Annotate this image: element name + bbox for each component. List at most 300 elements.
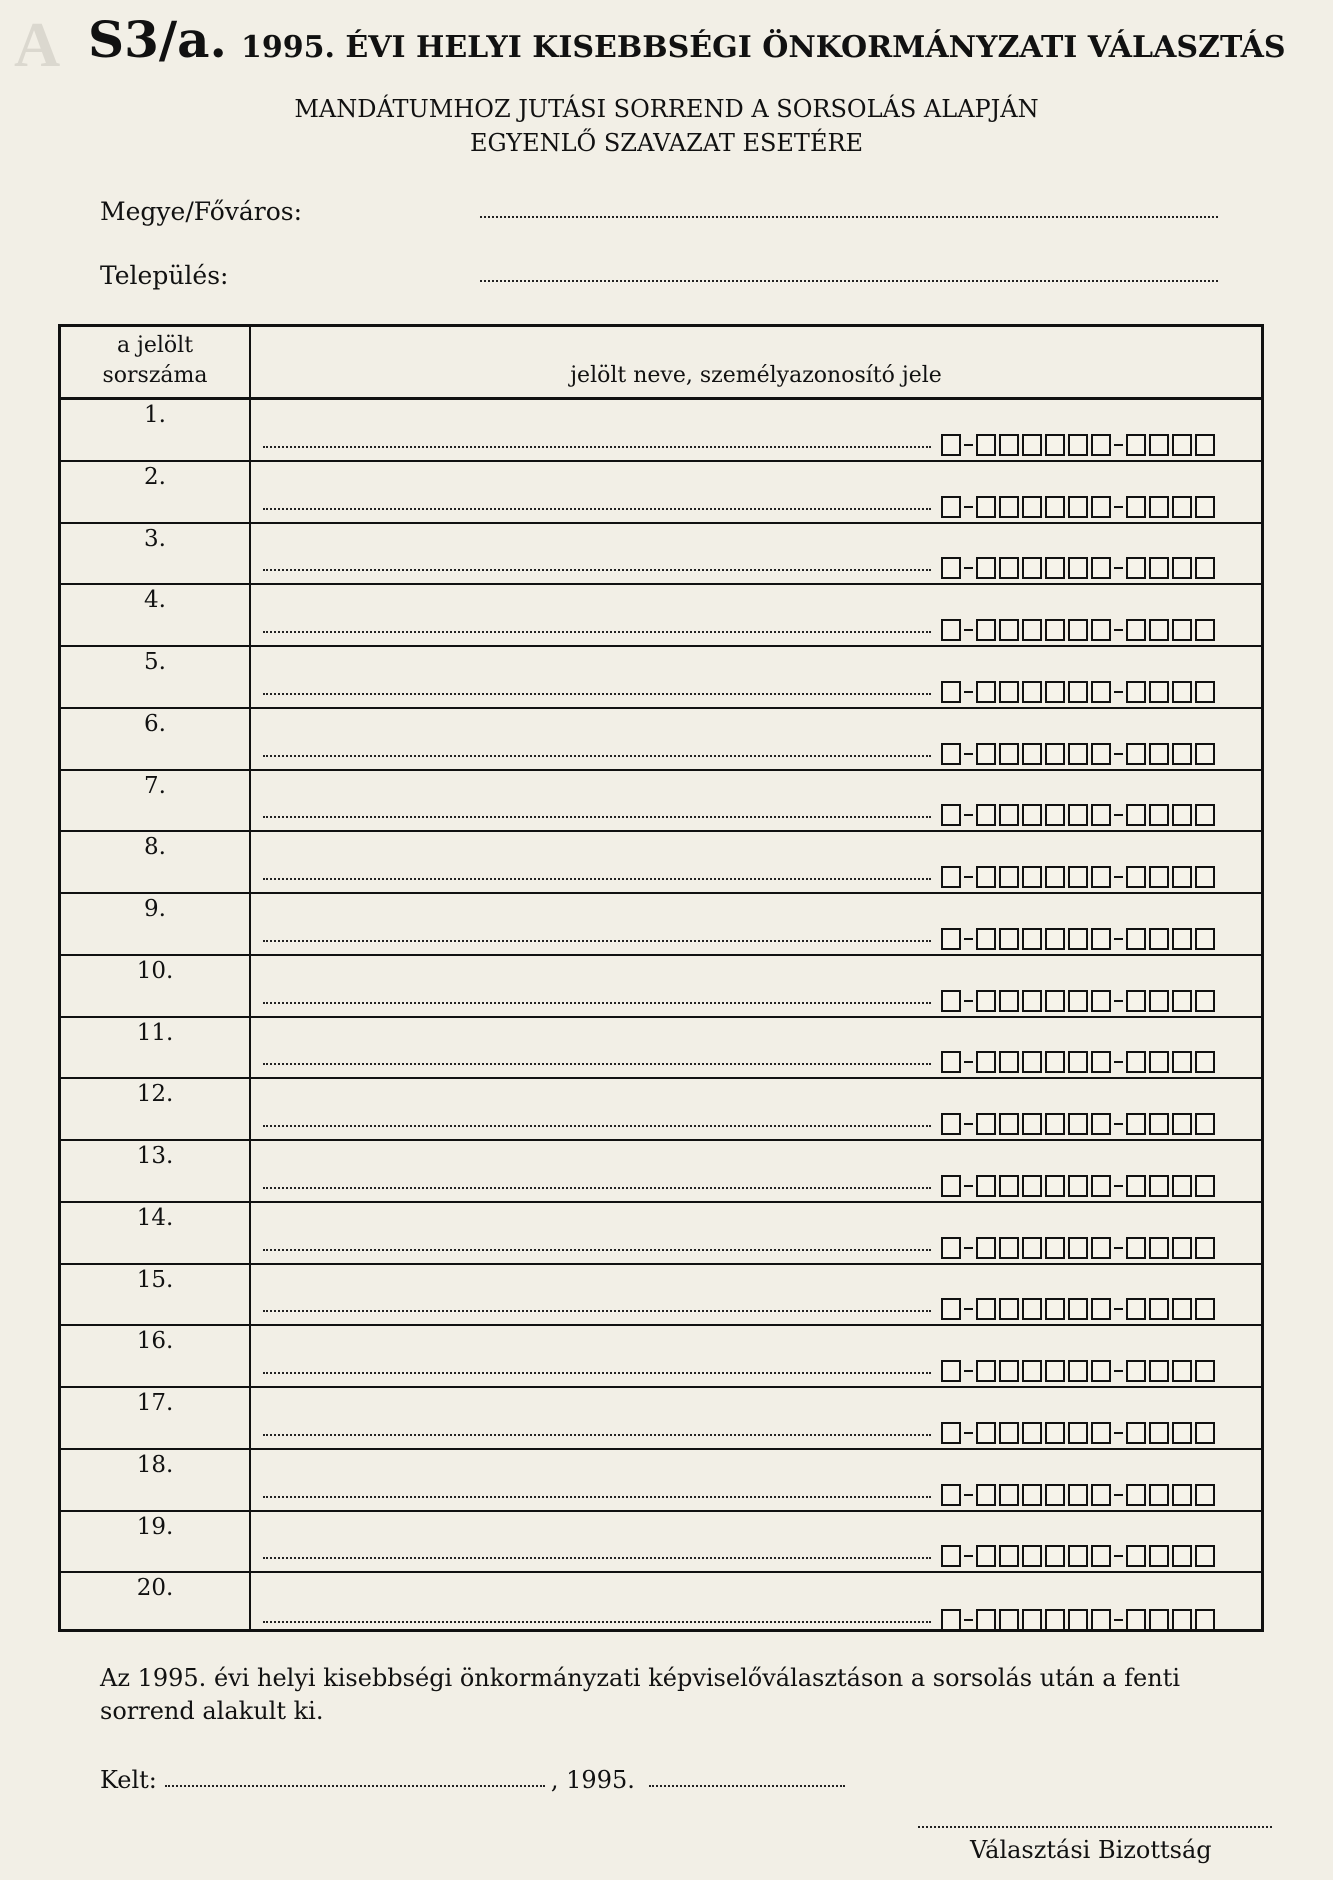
id-digit-box[interactable]	[1045, 1051, 1065, 1073]
id-digit-box[interactable]	[1068, 928, 1088, 950]
id-digit-box[interactable]	[1045, 1484, 1065, 1506]
id-digit-box[interactable]	[941, 928, 961, 950]
id-digit-box[interactable]	[1149, 496, 1169, 518]
id-digit-box[interactable]	[1149, 743, 1169, 765]
show-through-mark: A	[14, 9, 61, 80]
id-digit-box[interactable]	[1045, 804, 1065, 826]
id-digit-box[interactable]	[1126, 1360, 1146, 1382]
id-digit-box[interactable]	[1149, 434, 1169, 456]
id-digit-box[interactable]	[941, 1298, 961, 1320]
id-digit-box[interactable]	[1149, 804, 1169, 826]
id-digit-box[interactable]	[1149, 619, 1169, 641]
id-digit-box[interactable]	[941, 804, 961, 826]
id-digit-box[interactable]	[1068, 496, 1088, 518]
personal-id-boxes[interactable]	[941, 804, 1218, 826]
candidate-number: 7.	[144, 772, 166, 799]
id-digit-box[interactable]	[1126, 681, 1146, 703]
id-digit-box[interactable]	[976, 1113, 996, 1135]
id-digit-box[interactable]	[1195, 1237, 1215, 1259]
id-digit-box[interactable]	[941, 990, 961, 1012]
id-digit-box[interactable]	[1126, 496, 1146, 518]
id-digit-box[interactable]	[1149, 1360, 1169, 1382]
date-label: Kelt:	[100, 1766, 157, 1794]
id-digit-box[interactable]	[1022, 557, 1042, 579]
county-label: Megye/Főváros:	[100, 197, 303, 226]
id-digit-box[interactable]	[941, 681, 961, 703]
candidate-name-dotted-line[interactable]	[263, 1372, 931, 1374]
personal-id-boxes[interactable]	[941, 1175, 1218, 1197]
id-digit-box[interactable]	[1045, 496, 1065, 518]
id-digit-box[interactable]	[999, 1237, 1019, 1259]
personal-id-boxes[interactable]	[941, 1609, 1218, 1631]
candidate-name-dotted-line[interactable]	[263, 569, 931, 571]
id-digit-box[interactable]	[976, 1298, 996, 1320]
form-title: 1995. ÉVI HELYI KISEBBSÉGI ÖNKORMÁNYZATI VÁLASZTÁS	[240, 30, 1286, 65]
id-digit-box[interactable]	[1022, 1298, 1042, 1320]
id-digit-box[interactable]	[1022, 1237, 1042, 1259]
id-digit-box[interactable]	[1126, 1484, 1146, 1506]
id-digit-box[interactable]	[1149, 1051, 1169, 1073]
personal-id-boxes[interactable]	[941, 1298, 1218, 1320]
personal-id-boxes[interactable]	[941, 557, 1218, 579]
id-digit-box[interactable]	[999, 928, 1019, 950]
id-digit-box[interactable]	[1022, 1545, 1042, 1567]
id-digit-box[interactable]	[1149, 1175, 1169, 1197]
id-digit-box[interactable]	[1149, 1113, 1169, 1135]
candidate-number: 15.	[136, 1266, 174, 1293]
id-digit-box[interactable]	[1091, 681, 1111, 703]
id-digit-box[interactable]	[1172, 804, 1192, 826]
id-digit-box[interactable]	[999, 1609, 1019, 1631]
id-digit-box[interactable]	[1149, 1609, 1169, 1631]
id-digit-box[interactable]	[1022, 619, 1042, 641]
id-digit-box[interactable]	[1126, 1237, 1146, 1259]
id-digit-box[interactable]	[1126, 434, 1146, 456]
id-digit-box[interactable]	[1045, 1175, 1065, 1197]
id-digit-box[interactable]	[1068, 1484, 1088, 1506]
id-separator-dash	[1114, 814, 1123, 816]
id-digit-box[interactable]	[1149, 557, 1169, 579]
id-digit-box[interactable]	[1195, 496, 1215, 518]
id-digit-box[interactable]	[976, 743, 996, 765]
id-digit-box[interactable]	[1126, 928, 1146, 950]
id-digit-box[interactable]	[941, 1360, 961, 1382]
id-digit-box[interactable]	[1068, 1175, 1088, 1197]
candidate-name-dotted-line[interactable]	[263, 1621, 931, 1623]
id-digit-box[interactable]	[1022, 866, 1042, 888]
candidate-name-dotted-line[interactable]	[263, 878, 931, 880]
id-digit-box[interactable]	[941, 496, 961, 518]
id-digit-box[interactable]	[1068, 1422, 1088, 1444]
id-digit-box[interactable]	[1091, 1422, 1111, 1444]
personal-id-boxes[interactable]	[941, 866, 1218, 888]
candidate-name-dotted-line[interactable]	[263, 816, 931, 818]
id-digit-box[interactable]	[941, 434, 961, 456]
id-digit-box[interactable]	[1195, 990, 1215, 1012]
id-digit-box[interactable]	[1068, 1298, 1088, 1320]
id-digit-box[interactable]	[1068, 619, 1088, 641]
id-digit-box[interactable]	[1149, 1484, 1169, 1506]
id-digit-box[interactable]	[1172, 743, 1192, 765]
id-digit-box[interactable]	[941, 619, 961, 641]
id-separator-dash	[964, 1370, 973, 1372]
id-digit-box[interactable]	[976, 990, 996, 1012]
id-digit-box[interactable]	[1149, 1298, 1169, 1320]
id-digit-box[interactable]	[1045, 743, 1065, 765]
id-digit-box[interactable]	[1045, 1113, 1065, 1135]
id-digit-box[interactable]	[1126, 1175, 1146, 1197]
id-digit-box[interactable]	[976, 1360, 996, 1382]
county-field[interactable]	[100, 190, 1230, 226]
table-row	[61, 1141, 1261, 1203]
id-digit-box[interactable]	[976, 1175, 996, 1197]
id-digit-box[interactable]	[1149, 928, 1169, 950]
id-digit-box[interactable]	[1195, 619, 1215, 641]
id-digit-box[interactable]	[1022, 496, 1042, 518]
id-digit-box[interactable]	[1091, 557, 1111, 579]
id-digit-box[interactable]	[1091, 1237, 1111, 1259]
table-row	[61, 1018, 1261, 1080]
id-digit-box[interactable]	[1022, 928, 1042, 950]
id-digit-box[interactable]	[1195, 1113, 1215, 1135]
id-digit-box[interactable]	[976, 434, 996, 456]
id-digit-box[interactable]	[1091, 1545, 1111, 1567]
id-digit-box[interactable]	[1091, 1175, 1111, 1197]
id-digit-box[interactable]	[999, 1484, 1019, 1506]
candidate-name-dotted-line[interactable]	[263, 755, 931, 757]
id-digit-box[interactable]	[1022, 434, 1042, 456]
personal-id-boxes[interactable]	[941, 619, 1218, 641]
id-digit-box[interactable]	[1045, 1545, 1065, 1567]
date-day-dotted-line[interactable]	[649, 1785, 845, 1787]
candidate-name-dotted-line[interactable]	[263, 693, 931, 695]
id-digit-box[interactable]	[1195, 928, 1215, 950]
id-digit-box[interactable]	[1172, 1175, 1192, 1197]
id-digit-box[interactable]	[976, 1484, 996, 1506]
id-digit-box[interactable]	[1068, 681, 1088, 703]
id-digit-box[interactable]	[1172, 434, 1192, 456]
table-row	[61, 894, 1261, 956]
committee-label: Választási Bizottság	[970, 1836, 1212, 1864]
id-separator-dash	[1114, 753, 1123, 755]
id-digit-box[interactable]	[941, 1175, 961, 1197]
id-digit-box[interactable]	[1195, 681, 1215, 703]
id-digit-box[interactable]	[1126, 1545, 1146, 1567]
personal-id-boxes[interactable]	[941, 1484, 1218, 1506]
id-digit-box[interactable]	[1045, 1422, 1065, 1444]
id-digit-box[interactable]	[1068, 1545, 1088, 1567]
id-digit-box[interactable]	[1172, 928, 1192, 950]
id-separator-dash	[964, 444, 973, 446]
id-digit-box[interactable]	[1126, 1298, 1146, 1320]
id-digit-box[interactable]	[1149, 681, 1169, 703]
id-digit-box[interactable]	[941, 557, 961, 579]
id-digit-box[interactable]	[1068, 1051, 1088, 1073]
id-digit-box[interactable]	[1172, 1609, 1192, 1631]
id-digit-box[interactable]	[1091, 1484, 1111, 1506]
personal-id-boxes[interactable]	[941, 1113, 1218, 1135]
id-digit-box[interactable]	[1091, 743, 1111, 765]
id-digit-box[interactable]	[976, 557, 996, 579]
id-digit-box[interactable]	[1091, 619, 1111, 641]
id-digit-box[interactable]	[976, 804, 996, 826]
settlement-dotted-line[interactable]	[480, 278, 1218, 282]
id-digit-box[interactable]	[1126, 557, 1146, 579]
id-digit-box[interactable]	[1091, 1360, 1111, 1382]
id-separator-dash	[1114, 691, 1123, 693]
id-digit-box[interactable]	[976, 681, 996, 703]
candidate-name-dotted-line[interactable]	[263, 1249, 931, 1251]
id-digit-box[interactable]	[1045, 1298, 1065, 1320]
id-digit-box[interactable]	[999, 1545, 1019, 1567]
id-digit-box[interactable]	[1172, 1298, 1192, 1320]
settlement-field[interactable]	[100, 254, 1230, 290]
candidate-name-dotted-line[interactable]	[263, 631, 931, 633]
id-digit-box[interactable]	[1195, 1545, 1215, 1567]
id-digit-box[interactable]	[999, 1422, 1019, 1444]
id-digit-box[interactable]	[999, 1298, 1019, 1320]
id-digit-box[interactable]	[1172, 619, 1192, 641]
id-digit-box[interactable]	[1091, 990, 1111, 1012]
id-digit-box[interactable]	[999, 619, 1019, 641]
id-digit-box[interactable]	[1068, 866, 1088, 888]
id-digit-box[interactable]	[1045, 1360, 1065, 1382]
id-digit-box[interactable]	[1091, 804, 1111, 826]
id-digit-box[interactable]	[1195, 804, 1215, 826]
id-separator-dash	[964, 1000, 973, 1002]
id-digit-box[interactable]	[1068, 1113, 1088, 1135]
id-digit-box[interactable]	[1022, 1360, 1042, 1382]
id-digit-box[interactable]	[1022, 804, 1042, 826]
id-digit-box[interactable]	[1068, 434, 1088, 456]
id-digit-box[interactable]	[941, 1237, 961, 1259]
id-digit-box[interactable]	[941, 1422, 961, 1444]
id-digit-box[interactable]	[1091, 866, 1111, 888]
id-digit-box[interactable]	[1172, 866, 1192, 888]
id-digit-box[interactable]	[1172, 1113, 1192, 1135]
table-row	[61, 524, 1261, 586]
candidate-name-dotted-line[interactable]	[263, 1125, 931, 1127]
personal-id-boxes[interactable]	[941, 1545, 1218, 1567]
id-digit-box[interactable]	[976, 619, 996, 641]
id-digit-box[interactable]	[1045, 681, 1065, 703]
id-digit-box[interactable]	[1091, 928, 1111, 950]
personal-id-boxes[interactable]	[941, 681, 1218, 703]
personal-id-boxes[interactable]	[941, 1422, 1218, 1444]
id-digit-box[interactable]	[941, 866, 961, 888]
id-digit-box[interactable]	[1045, 619, 1065, 641]
id-digit-box[interactable]	[1195, 866, 1215, 888]
personal-id-boxes[interactable]	[941, 434, 1218, 456]
date-place-dotted-line[interactable]	[165, 1785, 545, 1787]
id-digit-box[interactable]	[941, 1609, 961, 1631]
id-digit-box[interactable]	[999, 1175, 1019, 1197]
id-digit-box[interactable]	[1068, 557, 1088, 579]
table-row	[61, 400, 1261, 462]
id-digit-box[interactable]	[1091, 1113, 1111, 1135]
personal-id-boxes[interactable]	[941, 990, 1218, 1012]
id-digit-box[interactable]	[941, 1113, 961, 1135]
candidate-number: 10.	[136, 957, 174, 984]
id-digit-box[interactable]	[999, 496, 1019, 518]
id-digit-box[interactable]	[976, 866, 996, 888]
id-digit-box[interactable]	[999, 1051, 1019, 1073]
id-digit-box[interactable]	[1126, 866, 1146, 888]
id-digit-box[interactable]	[1195, 743, 1215, 765]
id-digit-box[interactable]	[1022, 1609, 1042, 1631]
id-digit-box[interactable]	[1195, 1298, 1215, 1320]
id-digit-box[interactable]	[999, 743, 1019, 765]
id-digit-box[interactable]	[976, 1422, 996, 1444]
id-separator-dash	[964, 567, 973, 569]
id-digit-box[interactable]	[941, 1051, 961, 1073]
table-header	[61, 327, 1261, 400]
id-digit-box[interactable]	[1195, 1360, 1215, 1382]
id-digit-box[interactable]	[1091, 1051, 1111, 1073]
candidate-table	[58, 324, 1264, 1632]
table-row	[61, 647, 1261, 709]
id-digit-box[interactable]	[976, 1051, 996, 1073]
id-digit-box[interactable]	[999, 557, 1019, 579]
id-digit-box[interactable]	[1045, 990, 1065, 1012]
id-digit-box[interactable]	[1172, 990, 1192, 1012]
id-digit-box[interactable]	[999, 990, 1019, 1012]
id-digit-box[interactable]	[1195, 557, 1215, 579]
id-digit-box[interactable]	[976, 1545, 996, 1567]
candidate-name-dotted-line[interactable]	[263, 1496, 931, 1498]
id-digit-box[interactable]	[1195, 434, 1215, 456]
candidate-name-dotted-line[interactable]	[263, 940, 931, 942]
candidate-name-dotted-line[interactable]	[263, 1557, 931, 1559]
id-digit-box[interactable]	[1195, 1609, 1215, 1631]
id-digit-box[interactable]	[1091, 1609, 1111, 1631]
id-digit-box[interactable]	[1022, 1051, 1042, 1073]
id-digit-box[interactable]	[1126, 743, 1146, 765]
id-digit-box[interactable]	[1022, 990, 1042, 1012]
id-digit-box[interactable]	[1022, 1484, 1042, 1506]
id-digit-box[interactable]	[1022, 743, 1042, 765]
id-digit-box[interactable]	[1022, 681, 1042, 703]
candidate-name-dotted-line[interactable]	[263, 1310, 931, 1312]
personal-id-boxes[interactable]	[941, 1237, 1218, 1259]
id-digit-box[interactable]	[1195, 1175, 1215, 1197]
id-separator-dash	[964, 629, 973, 631]
personal-id-boxes[interactable]	[941, 1360, 1218, 1382]
id-digit-box[interactable]	[1149, 1422, 1169, 1444]
id-digit-box[interactable]	[1045, 434, 1065, 456]
id-digit-box[interactable]	[999, 434, 1019, 456]
candidate-number: 20.	[136, 1575, 174, 1602]
id-digit-box[interactable]	[999, 804, 1019, 826]
id-digit-box[interactable]	[1172, 1484, 1192, 1506]
id-digit-box[interactable]	[1022, 1175, 1042, 1197]
personal-id-boxes[interactable]	[941, 743, 1218, 765]
id-digit-box[interactable]	[1045, 1609, 1065, 1631]
id-separator-dash	[964, 1619, 973, 1621]
id-digit-box[interactable]	[999, 681, 1019, 703]
candidate-name-dotted-line[interactable]	[263, 508, 931, 510]
id-digit-box[interactable]	[1195, 1484, 1215, 1506]
id-digit-box[interactable]	[1172, 1545, 1192, 1567]
id-digit-box[interactable]	[1126, 619, 1146, 641]
id-digit-box[interactable]	[1126, 1422, 1146, 1444]
closing-statement: Az 1995. évi helyi kisebbségi önkormányzati képviselőválasztáson a sorsolás után a fenti sorrend alakult ki.	[100, 1664, 1180, 1725]
id-digit-box[interactable]	[1126, 1051, 1146, 1073]
id-digit-box[interactable]	[1149, 1545, 1169, 1567]
personal-id-boxes[interactable]	[941, 928, 1218, 950]
id-digit-box[interactable]	[1068, 990, 1088, 1012]
id-digit-box[interactable]	[1149, 990, 1169, 1012]
id-digit-box[interactable]	[1022, 1422, 1042, 1444]
id-digit-box[interactable]	[1126, 1113, 1146, 1135]
id-digit-box[interactable]	[1068, 804, 1088, 826]
id-digit-box[interactable]	[1149, 1237, 1169, 1259]
personal-id-boxes[interactable]	[941, 1051, 1218, 1073]
signature-dotted-line[interactable]	[918, 1826, 1272, 1828]
table-row	[61, 1079, 1261, 1141]
table-row	[61, 1512, 1261, 1574]
candidate-number: 5.	[144, 649, 166, 675]
id-digit-box[interactable]	[1126, 1609, 1146, 1631]
id-digit-box[interactable]	[976, 496, 996, 518]
id-digit-box[interactable]	[1091, 434, 1111, 456]
id-digit-box[interactable]	[941, 1545, 961, 1567]
table-row	[61, 462, 1261, 524]
id-digit-box[interactable]	[999, 1360, 1019, 1382]
id-digit-box[interactable]	[1068, 1237, 1088, 1259]
id-digit-box[interactable]	[1091, 1298, 1111, 1320]
id-digit-box[interactable]	[1195, 1422, 1215, 1444]
id-separator-dash	[964, 1432, 973, 1434]
county-dotted-line[interactable]	[480, 214, 1218, 218]
id-digit-box[interactable]	[1022, 1113, 1042, 1135]
id-digit-box[interactable]	[1172, 1422, 1192, 1444]
id-separator-dash	[964, 938, 973, 940]
id-digit-box[interactable]	[1045, 1237, 1065, 1259]
id-digit-box[interactable]	[1172, 1360, 1192, 1382]
id-digit-box[interactable]	[976, 1609, 996, 1631]
id-digit-box[interactable]	[941, 1484, 961, 1506]
id-digit-box[interactable]	[1045, 866, 1065, 888]
id-digit-box[interactable]	[976, 928, 996, 950]
id-digit-box[interactable]	[1172, 557, 1192, 579]
id-digit-box[interactable]	[941, 743, 961, 765]
candidate-name-dotted-line[interactable]	[263, 1187, 931, 1189]
candidate-name-dotted-line[interactable]	[263, 1434, 931, 1436]
id-digit-box[interactable]	[1126, 990, 1146, 1012]
personal-id-boxes[interactable]	[941, 496, 1218, 518]
id-digit-box[interactable]	[1172, 681, 1192, 703]
id-digit-box[interactable]	[1068, 1609, 1088, 1631]
id-digit-box[interactable]	[999, 1113, 1019, 1135]
id-digit-box[interactable]	[1149, 866, 1169, 888]
id-digit-box[interactable]	[1091, 496, 1111, 518]
id-digit-box[interactable]	[1172, 1051, 1192, 1073]
id-digit-box[interactable]	[999, 866, 1019, 888]
candidate-name-dotted-line[interactable]	[263, 1002, 931, 1004]
candidate-name-dotted-line[interactable]	[263, 1063, 931, 1065]
id-digit-box[interactable]	[1068, 743, 1088, 765]
id-digit-box[interactable]	[976, 1237, 996, 1259]
id-digit-box[interactable]	[1126, 804, 1146, 826]
id-digit-box[interactable]	[1172, 1237, 1192, 1259]
id-digit-box[interactable]	[1045, 928, 1065, 950]
id-digit-box[interactable]	[1195, 1051, 1215, 1073]
candidate-name-dotted-line[interactable]	[263, 446, 931, 448]
id-digit-box[interactable]	[1068, 1360, 1088, 1382]
id-digit-box[interactable]	[1045, 557, 1065, 579]
id-digit-box[interactable]	[1172, 496, 1192, 518]
